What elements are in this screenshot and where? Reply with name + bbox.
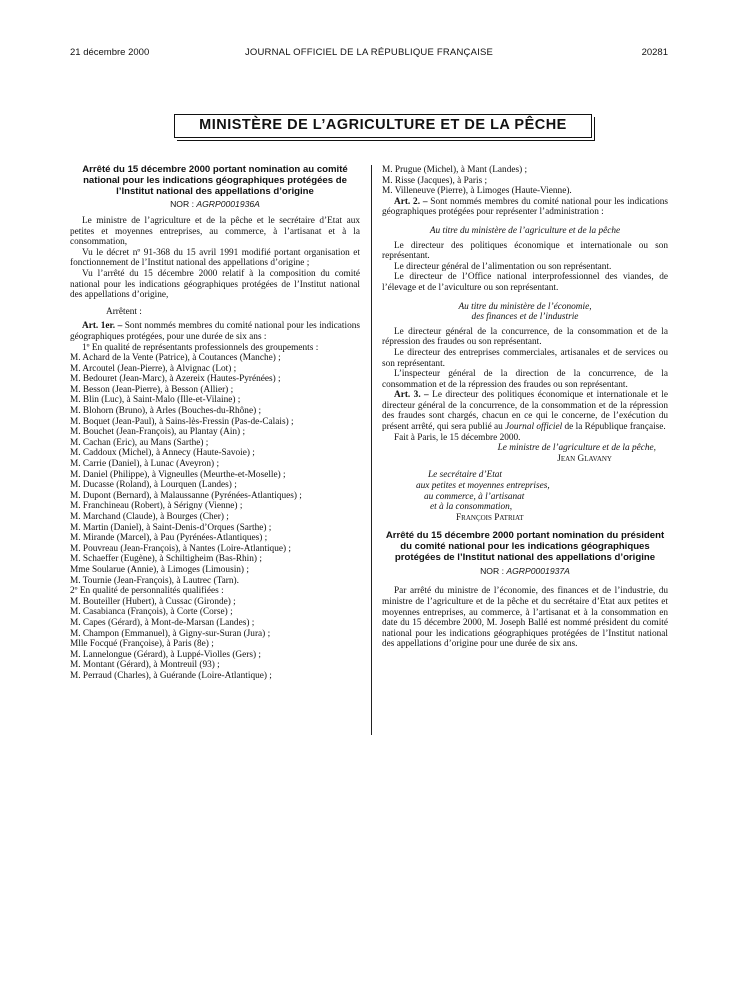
agri-item: Le directeur de l’Office national interprofessionnel des viandes, de l’élevage et de l’aviculture ou son représentant. <box>382 272 668 293</box>
section-agriculture-heading: Au titre du ministère de l’agriculture et de la pêche <box>429 225 621 236</box>
list-item: M. Schaeffer (Eugène), à Schiltigheim (Bas-Rhin) ; <box>70 554 262 565</box>
list-item: M. Caddoux (Michel), à Annecy (Haute-Savoie) ; <box>70 448 255 459</box>
members2-list <box>70 597 360 682</box>
list-item: M. Besson (Jean-Pierre), à Besson (Allier) ; <box>70 384 234 395</box>
list-item: M. Montant (Gérard), à Montreuil (93) ; <box>70 660 220 671</box>
list-item: M. Bouchet (Jean-François), au Plantay (Ain) ; <box>70 427 246 438</box>
list-item: M. Lannelongue (Gérard), à Luppé-Violles (Gers) ; <box>70 649 261 660</box>
agri-item: Le directeur des politiques économique et internationale ou son représentant. <box>382 240 668 262</box>
article2-label: Art. 2. – <box>394 196 428 207</box>
list-item: M. Franchineau (Robert), à Sérigny (Vienne) ; <box>70 501 243 512</box>
list-item: M. Casabianca (François), à Corte (Corse) ; <box>70 607 233 618</box>
arrete2-nor <box>382 566 668 577</box>
list-item: M. Cachan (Eric), au Mans (Sarthe) ; <box>70 437 209 448</box>
list-item: M. Blin (Luc), à Saint-Malo (Ille-et-Vilaine) ; <box>70 395 241 406</box>
article1-label: Art. 1er. – <box>82 321 123 332</box>
list-item: M. Ducasse (Roland), à Lourquen (Landes) ; <box>70 480 237 491</box>
list-item: M. Perraud (Charles), à Guérande (Loire-Atlantique) ; <box>70 670 272 681</box>
signature2-line: aux petites et moyennes entreprises, <box>416 481 550 492</box>
list-item: M. Carrie (Daniel), à Lunac (Aveyron) ; <box>70 459 220 470</box>
signature2-line: au commerce, à l’artisanat <box>424 491 525 502</box>
right-column <box>382 165 668 650</box>
list-item: M. Marchand (Claude), à Bourges (Cher) ; <box>70 512 229 523</box>
list-item: M. Bouteiller (Hubert), à Cussac (Gironde) ; <box>70 596 236 607</box>
list-item: M. Risse (Jacques), à Paris ; <box>382 175 488 186</box>
eco-item: L’inspecteur général de la direction de la concurrence, de la consommation et de la répression des fraudes ou son représentant. <box>382 369 668 390</box>
list-item: M. Blohorn (Bruno), à Arles (Bouches-du-Rhône) ; <box>70 406 262 417</box>
article3-journal: Journal officiel <box>505 422 563 433</box>
header-journal-title: JOURNAL OFFICIEL DE LA RÉPUBLIQUE FRANÇAISE <box>244 47 494 58</box>
list-item: M. Daniel (Philippe), à Vigneulles (Meurthe-et-Moselle) ; <box>70 469 286 480</box>
section-economie-heading-line2: des finances et de l’industrie <box>471 312 579 323</box>
list-item: M. Bedouret (Jean-Marc), à Azereix (Hautes-Pyrénées) ; <box>70 374 281 385</box>
members2-list-continued <box>382 165 668 197</box>
article3-text-b: de la République française. <box>564 422 666 433</box>
signature1-role: Le ministre de l’agriculture et de la pêche, <box>497 443 656 454</box>
arrete1-vu2: Vu l’arrêté du 15 décembre 2000 relatif à la composition du comité national pour les indications géographiques protégées de l’Institut national des appellations d’origine, <box>70 268 360 301</box>
arrete1-article2 <box>382 197 668 218</box>
members1-list <box>70 353 360 586</box>
article1-text: Sont nommés membres du comité national pour les indications géographiques protégées, pour une durée de six ans : <box>70 321 361 342</box>
list-item: M. Prugue (Michel), à Mant (Landes) ; <box>382 165 528 175</box>
arrete1-vu1: Vu le décret nº 91-368 du 15 avril 1991 modifié portant organisation et fonctionnement de l’Institut national des appellations d’origine ; <box>70 247 360 269</box>
article3-label: Art. 3. – <box>394 390 429 401</box>
list-item: M. Arcoutel (Jean-Pierre), à Alvignac (Lot) ; <box>70 363 237 374</box>
signature2-block <box>382 470 668 523</box>
list-item: M. Dupont (Bernard), à Malaussanne (Pyrénées-Atlantiques) ; <box>70 490 302 501</box>
arrete1-arretent: Arrêtent : <box>106 306 142 317</box>
signature2-line: Le secrétaire d’Etat <box>428 470 503 481</box>
page-header <box>70 47 668 61</box>
column-divider <box>371 165 372 735</box>
eco-item: Le directeur des entreprises commerciales, artisanales et de services ou son représentant. <box>382 347 668 369</box>
header-date: 21 décembre 2000 <box>70 47 150 58</box>
arrete1-title: Arrêté du 15 décembre 2000 portant nomination au comité national pour les indications géographiques protégées de l’Institut national des appellations d’origine <box>82 164 348 197</box>
left-column <box>70 165 360 682</box>
signature2-name: François Patriat <box>456 512 524 523</box>
eco-item: Le directeur général de la concurrence, de la consommation et de la répression des fraudes ou son représentant. <box>382 326 668 348</box>
arrete2-nor-code: AGRP0001937A <box>506 565 570 576</box>
arrete1-article1 <box>70 321 360 342</box>
fait-a-paris: Fait à Paris, le 15 décembre 2000. <box>394 432 521 443</box>
list-item: M. Tournie (Jean-François), à Lautrec (Tarn). <box>70 575 239 586</box>
group2-heading: 2º En qualité de personnalités qualifiées : <box>70 586 224 597</box>
signature1-name: Jean Glavany <box>557 453 612 464</box>
ministry-heading: MINISTÈRE DE L’AGRICULTURE ET DE LA PÊCHE <box>174 114 592 138</box>
article3-text-a: Le directeur des politiques économique et internationale et le directeur général de la concurrence, de la consommation et de la répression des fraudes sont chargés, chacun en ce qui le concerne, de l’exécution du présent arrêté, qui sera publié au <box>382 390 669 433</box>
header-page-number: 20281 <box>641 47 668 58</box>
article2-text: Sont nommés membres du comité national pour les indications géographiques protégées pour représenter l’administration : <box>382 196 669 218</box>
list-item: M. Boquet (Jean-Paul), à Sains-lès-Fressin (Pas-de-Calais) ; <box>70 416 294 427</box>
list-item: M. Martin (Daniel), à Saint-Denis-d’Orques (Sarthe) ; <box>70 522 272 533</box>
section-economie-heading-line1: Au titre du ministère de l’économie, <box>458 301 592 312</box>
list-item: M. Champon (Emmanuel), à Gigny-sur-Suran (Jura) ; <box>70 628 271 639</box>
arrete2-body: Par arrêté du ministre de l’économie, des finances et de l’industrie, du ministre de l’agriculture et de la pêche et du secrétaire d’Etat aux petites et moyennes entreprises, au commerce, à l’artisanat et à la consommation en date du 15 décembre 2000, M. Joseph Ballé est nommé président du comité national pour les indications géographiques protégées de l’Institut national des appellations d’origine pour une durée de six ans. <box>382 586 668 650</box>
list-item: M. Capes (Gérard), à Mont-de-Marsan (Landes) ; <box>70 617 255 628</box>
list-item: M. Pouvreau (Jean-François), à Nantes (Loire-Atlantique) ; <box>70 543 291 554</box>
arrete2-title: Arrêté du 15 décembre 2000 portant nomination du président du comité national pour les indications géographiques protégées de l’Institut national des appellations d’origine <box>385 530 665 563</box>
arrete1-nor-label: NOR : <box>170 199 194 210</box>
arrete1-intro: Le ministre de l’agriculture et de la pêche et le secrétaire d’Etat aux petites et moyennes entreprises, au commerce, à l’artisanat et à la consommation, <box>70 215 360 248</box>
group1-heading: 1º En qualité de représentants professionnels des groupements : <box>82 342 319 353</box>
list-item: Mlle Focqué (Françoise), à Paris (8e) ; <box>70 639 214 650</box>
list-item: M. Villeneuve (Pierre), à Limoges (Haute-Vienne). <box>382 186 572 197</box>
signature2-line: et à la consommation, <box>430 502 513 513</box>
arrete1-nor <box>70 199 360 210</box>
list-item: M. Achard de la Vente (Patrice), à Coutances (Manche) ; <box>70 353 281 364</box>
arrete1-nor-code: AGRP0001936A <box>196 199 260 210</box>
list-item: Mme Soularue (Annie), à Limoges (Limousin) ; <box>70 564 249 575</box>
agri-item: Le directeur général de l’alimentation ou son représentant. <box>394 261 612 272</box>
list-item: M. Mirande (Marcel), à Pau (Pyrénées-Atlantiques) ; <box>70 533 268 544</box>
arrete1-article3 <box>382 390 668 432</box>
arrete2-nor-label: NOR : <box>480 565 504 576</box>
